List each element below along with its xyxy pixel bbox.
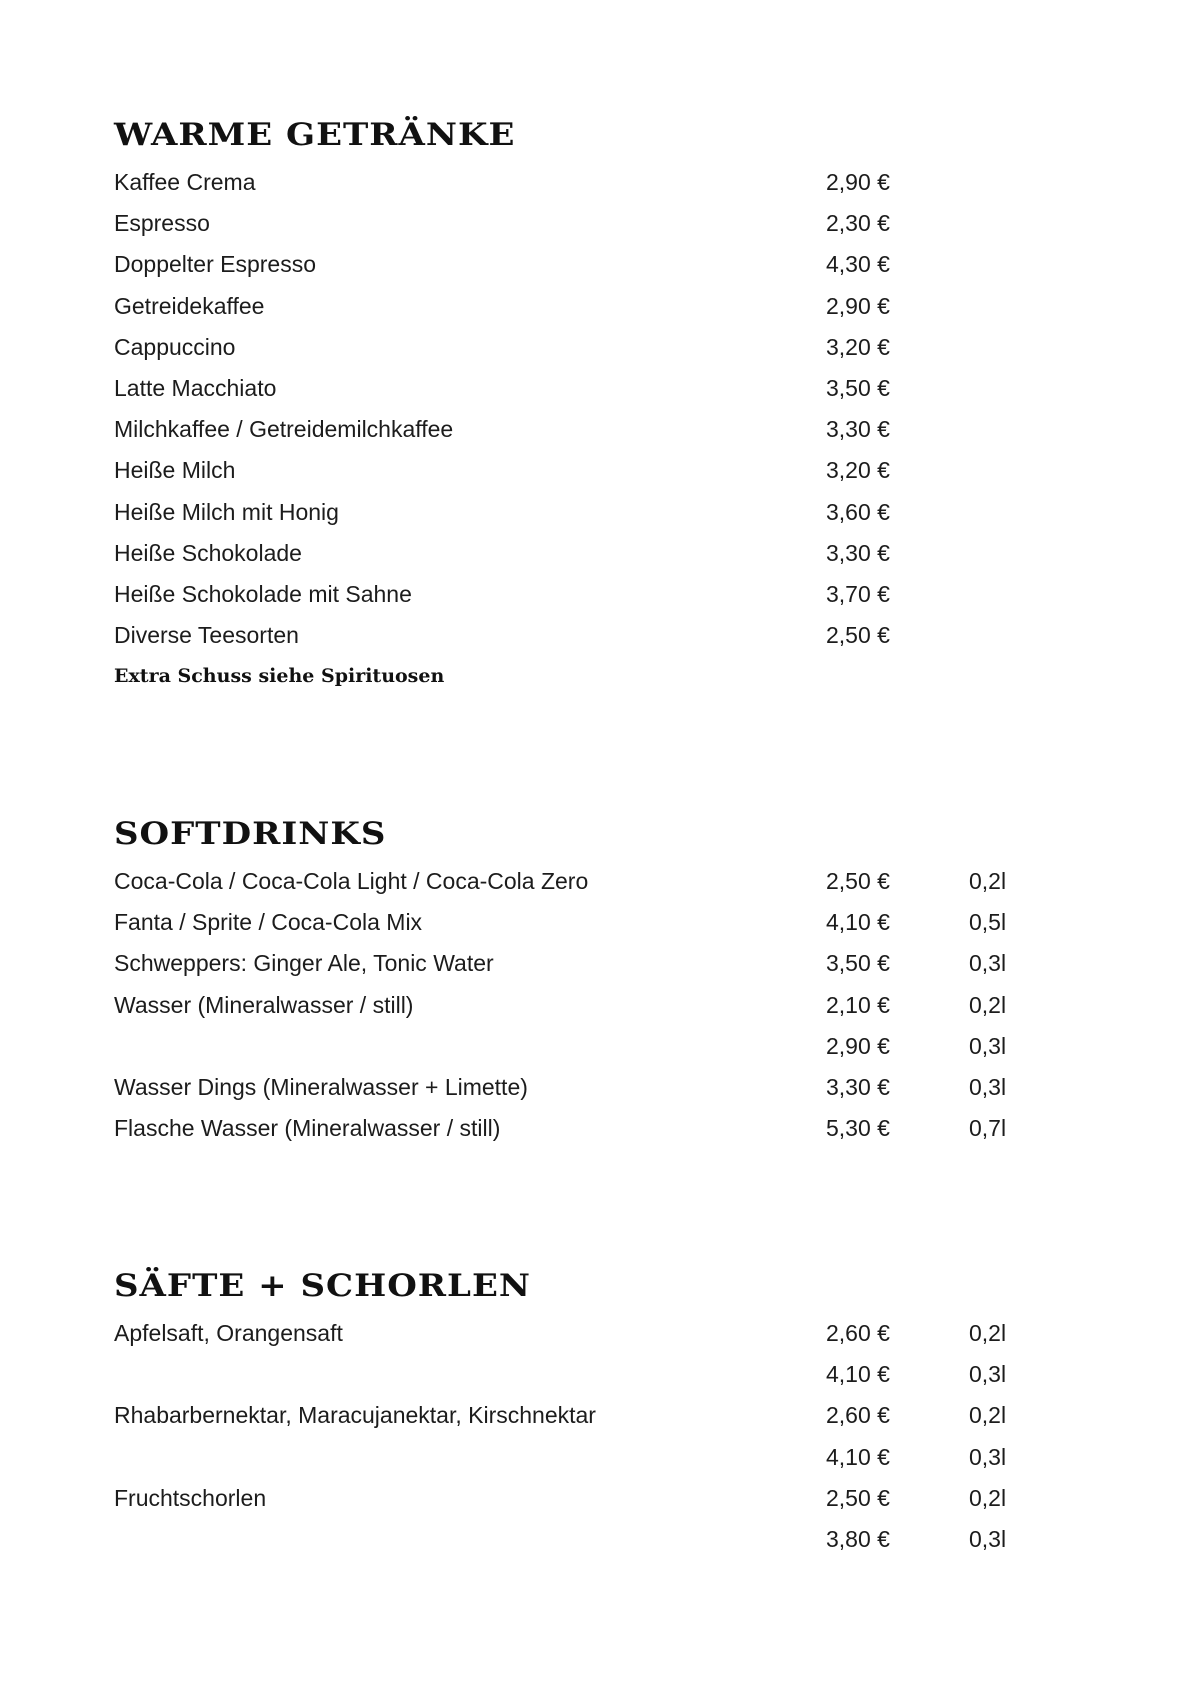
menu-item-price: 4,10 € [826, 909, 890, 936]
menu-item-row [114, 327, 1074, 368]
menu-item-row [114, 985, 1074, 1026]
menu-item-price: 2,60 € [826, 1402, 890, 1429]
menu-item-name: Fruchtschorlen [114, 1484, 267, 1511]
menu-item-name: Coca-Cola / Coca-Cola Light / Coca-Cola Zero [114, 868, 589, 894]
menu-item-price: 3,70 € [826, 580, 890, 607]
menu-item-volume: 0,3l [969, 1073, 1007, 1100]
menu-item-volume: 0,2l [969, 868, 1007, 894]
menu-item-name: Heiße Milch [114, 457, 236, 484]
menu-item-name: Milchkaffee / Getreidemilchkaffee [114, 416, 454, 443]
menu-item-name: Espresso [114, 210, 210, 237]
menu-item-name: Diverse Teesorten [114, 622, 299, 649]
menu-item-name: Flasche Wasser (Mineralwasser / still) [114, 1115, 501, 1142]
menu-item-price: 3,60 € [826, 498, 890, 525]
menu-item-row [114, 203, 1074, 244]
menu-item-volume: 0,3l [969, 1361, 1007, 1388]
section-title: WARME GETRÄNKE [114, 116, 516, 154]
menu-item-row [114, 244, 1074, 285]
menu-item-name: Rhabarbernektar, Maracujanektar, Kirschnektar [114, 1402, 596, 1429]
menu-list [114, 1313, 1074, 1560]
menu-item-price: 2,30 € [826, 210, 890, 237]
menu-item-row [114, 533, 1074, 574]
menu-item-price: 2,60 € [826, 1320, 890, 1346]
menu-item-name: Schweppers: Ginger Ale, Tonic Water [114, 950, 494, 977]
menu-item-row [114, 861, 1074, 902]
menu-item-volume: 0,2l [969, 1484, 1007, 1511]
menu-item-volume: 0,2l [969, 1402, 1007, 1429]
menu-item-price: 2,90 € [826, 1032, 890, 1059]
menu-item-row [114, 1313, 1074, 1354]
menu-item-name: Cappuccino [114, 333, 236, 360]
menu-item-row [114, 1067, 1074, 1108]
menu-item-name: Heiße Schokolade mit Sahne [114, 580, 412, 607]
menu-item-volume: 0,5l [969, 909, 1007, 936]
menu-item-name: Getreidekaffee [114, 292, 265, 319]
menu-item-row [114, 943, 1074, 984]
menu-item-volume: 0,3l [969, 1032, 1007, 1059]
menu-item-price: 5,30 € [826, 1115, 890, 1142]
menu-item-name: Heiße Schokolade [114, 539, 302, 566]
section-note: Extra Schuss siehe Spirituosen [114, 665, 445, 688]
menu-item-price: 3,80 € [826, 1525, 890, 1552]
menu-item-row [114, 409, 1074, 450]
menu-item-price: 3,20 € [826, 333, 890, 360]
menu-item-price: 2,90 € [826, 292, 890, 319]
menu-item-row [114, 1026, 1074, 1067]
section-title: SOFTDRINKS [114, 815, 387, 853]
menu-item-price: 3,50 € [826, 950, 890, 977]
menu-list [114, 861, 1074, 1149]
menu-item-price: 2,50 € [826, 868, 890, 894]
menu-item-volume: 0,7l [969, 1115, 1007, 1142]
menu-item-name: Heiße Milch mit Honig [114, 498, 339, 525]
section-softdrinks [114, 812, 1074, 1149]
menu-item-price: 3,50 € [826, 374, 890, 401]
menu-item-price: 3,30 € [826, 539, 890, 566]
section-title: SÄFTE + SCHORLEN [114, 1267, 531, 1305]
menu-item-row [114, 615, 1074, 656]
menu-item-price: 3,20 € [826, 457, 890, 484]
menu-list [114, 162, 1074, 656]
menu-item-price: 4,30 € [826, 251, 890, 278]
menu-item-name: Kaffee Crema [114, 169, 256, 195]
menu-item-price: 4,10 € [826, 1443, 890, 1470]
menu-item-row [114, 1108, 1074, 1149]
menu-item-row [114, 574, 1074, 615]
menu-item-price: 2,50 € [826, 1484, 890, 1511]
menu-item-volume: 0,3l [969, 1443, 1007, 1470]
menu-item-row [114, 492, 1074, 533]
menu-item-price: 2,50 € [826, 622, 890, 649]
menu-item-row [114, 286, 1074, 327]
menu-item-name: Latte Macchiato [114, 374, 277, 401]
menu-item-price: 3,30 € [826, 1073, 890, 1100]
menu-item-row [114, 1437, 1074, 1478]
menu-item-name: Wasser Dings (Mineralwasser + Limette) [114, 1073, 528, 1100]
menu-item-row [114, 1478, 1074, 1519]
menu-item-name: Apfelsaft, Orangensaft [114, 1320, 343, 1346]
menu-item-volume: 0,3l [969, 950, 1007, 977]
menu-item-price: 2,90 € [826, 169, 890, 195]
menu-item-volume: 0,2l [969, 991, 1007, 1018]
menu-item-row [114, 162, 1074, 203]
menu-item-name: Fanta / Sprite / Coca-Cola Mix [114, 909, 423, 936]
section-warme-getraenke [114, 113, 1074, 696]
menu-item-row [114, 450, 1074, 491]
menu-item-volume: 0,3l [969, 1525, 1007, 1552]
menu-item-row [114, 902, 1074, 943]
section-saefte-schorlen [114, 1264, 1074, 1560]
menu-item-price: 3,30 € [826, 416, 890, 443]
menu-item-row [114, 368, 1074, 409]
menu-item-price: 4,10 € [826, 1361, 890, 1388]
menu-item-row [114, 1519, 1074, 1560]
menu-item-name: Wasser (Mineralwasser / still) [114, 991, 414, 1018]
menu-item-price: 2,10 € [826, 991, 890, 1018]
menu-item-row [114, 1354, 1074, 1395]
menu-item-name: Doppelter Espresso [114, 251, 316, 278]
menu-item-row [114, 1395, 1074, 1436]
menu-item-volume: 0,2l [969, 1320, 1007, 1346]
